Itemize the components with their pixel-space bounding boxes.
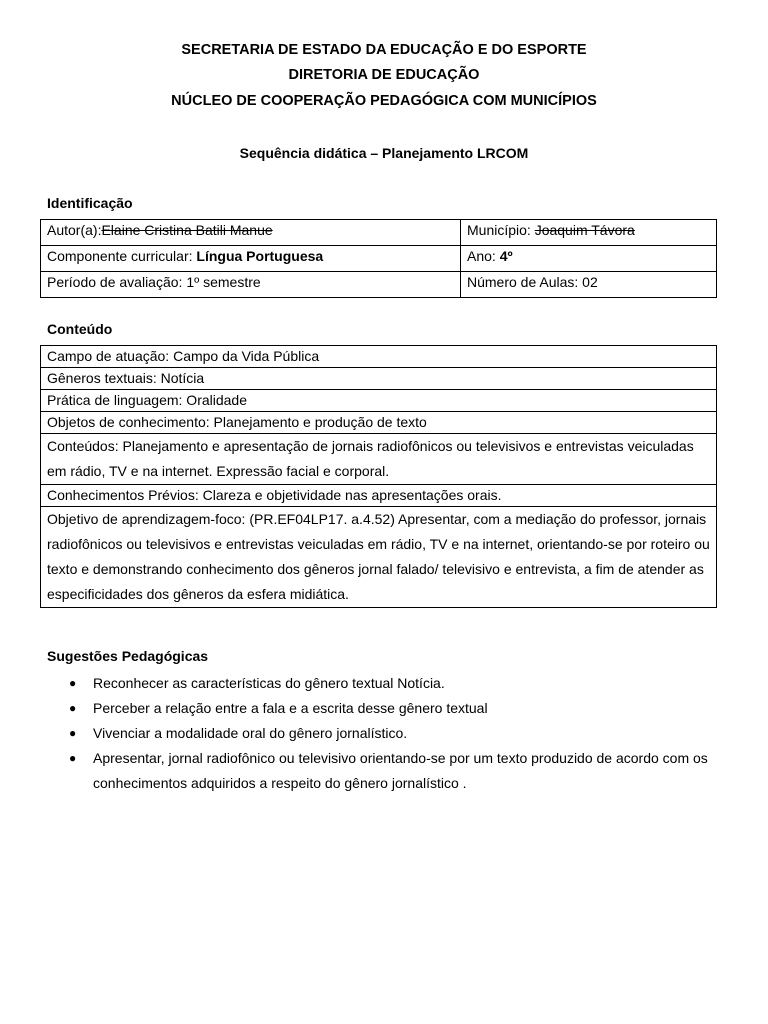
conteudos-cell: Conteúdos: Planejamento e apresentação de jornais radiofônicos ou televisivos e entrevistas veiculadas em rádio, TV e na internet. Expressão facial e corporal. (41, 434, 717, 485)
section-title-sugestoes: Sugestões Pedagógicas (47, 648, 209, 664)
list-item (47, 721, 727, 746)
table-row (41, 346, 717, 368)
identification-table (40, 219, 717, 298)
table-row (41, 434, 717, 485)
generos-textuais-cell: Gêneros textuais: Notícia (41, 368, 717, 390)
autor-cell (41, 220, 461, 246)
bullet-icon: ● (69, 701, 77, 715)
bullet-icon: ● (69, 751, 77, 765)
municipio-value: Joaquim Távora (534, 222, 635, 238)
list-item-text: Apresentar, jornal radiofônico ou televisivo orientando-se por um texto produzido de acordo com os conhecimentos adquiridos a respeito do gênero jornalístico . (93, 750, 708, 791)
suggestions-list (47, 671, 727, 796)
table-row (41, 390, 717, 412)
table-row (41, 272, 717, 298)
table-row (41, 485, 717, 507)
list-item (47, 746, 727, 796)
ano-value: 4º (499, 248, 513, 264)
list-item-text: Reconhecer as características do gênero textual Notícia. (93, 675, 445, 691)
bullet-icon: ● (69, 676, 77, 690)
table-row (41, 368, 717, 390)
header-line-3: NÚCLEO DE COOPERAÇÃO PEDAGÓGICA COM MUNICÍPIOS (171, 93, 597, 109)
objetivo-aprendizagem-cell: Objetivo de aprendizagem-foco: (PR.EF04LP17. a.4.52) Apresentar, com a mediação do professor, jornais radiofônicos ou televisivos e entrevistas veiculadas em rádio, TV e na internet, orientando-se por roteiro ou texto e demonstrando conhecimento dos gêneros jornal falado/ televisivo e entrevista, a fim de atender as especificidades dos gêneros da esfera midiática. (41, 507, 717, 608)
ano-cell (461, 246, 717, 272)
ano-label: Ano: (467, 248, 500, 264)
objetos-conhecimento-cell: Objetos de conhecimento: Planejamento e produção de texto (41, 412, 717, 434)
table-row (41, 412, 717, 434)
periodo-cell: Período de avaliação: 1º semestre (41, 272, 461, 298)
header-line-1: SECRETARIA DE ESTADO DA EDUCAÇÃO E DO ESPORTE (181, 42, 587, 58)
list-item (47, 671, 727, 696)
table-row (41, 220, 717, 246)
list-item-text: Perceber a relação entre a fala e a escrita desse gênero textual (93, 700, 488, 716)
table-row (41, 507, 717, 608)
autor-label: Autor(a): (47, 222, 102, 238)
list-item (47, 696, 727, 721)
conhecimentos-previos-cell: Conhecimentos Prévios: Clareza e objetividade nas apresentações orais. (41, 485, 717, 507)
document-title: Sequência didática – Planejamento LRCOM (239, 145, 529, 161)
componente-label: Componente curricular: (47, 248, 197, 264)
content-table (40, 345, 717, 608)
table-row (41, 246, 717, 272)
municipio-cell (461, 220, 717, 246)
list-item-text: Vivenciar a modalidade oral do gênero jornalístico. (93, 725, 408, 741)
municipio-label: Município: (467, 222, 535, 238)
pratica-linguagem-cell: Prática de linguagem: Oralidade (41, 390, 717, 412)
section-title-conteudo: Conteúdo (47, 321, 113, 337)
section-title-identificacao: Identificação (47, 195, 133, 211)
header-line-2: DIRETORIA DE EDUCAÇÃO (288, 67, 480, 83)
numero-aulas-cell: Número de Aulas: 02 (461, 272, 717, 298)
componente-value: Língua Portuguesa (196, 248, 324, 264)
campo-atuacao-cell: Campo de atuação: Campo da Vida Pública (41, 346, 717, 368)
bullet-icon: ● (69, 726, 77, 740)
autor-value: Elaine Cristina Batili Manue (101, 222, 273, 238)
componente-cell (41, 246, 461, 272)
